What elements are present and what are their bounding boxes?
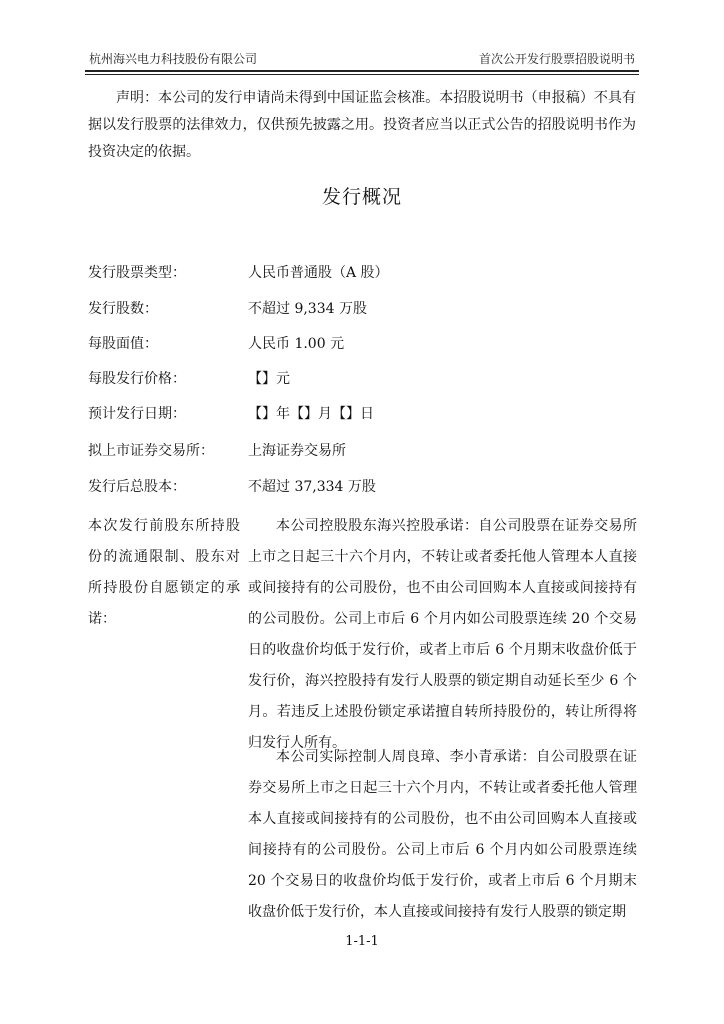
- lock-up-label: 本次发行前股东所持股份的流通限制、股东对所持股份自愿锁定的承诺：: [88, 518, 240, 627]
- page-header: [85, 46, 639, 68]
- header-rule-thin: [85, 74, 639, 75]
- header-document-title: 首次公开发行股票招股说明书: [478, 52, 635, 66]
- header-company-name: 杭州海兴电力科技股份有限公司: [89, 52, 258, 66]
- lock-up-paragraph-actual-controller: 本公司实际控制人周良璋、李小青承诺：自公司股票在证券交易所上市之日起三十六个月内，不转让或者委托他人管理本人直接或间接持有的公司股份，也不由公司回购本人直接或间接持有的公司股份。公司上市后 6 个月内如公司股票连续 20 个交易日的收盘价均低于发行价，或者上市后 6 个月期末收盘价低于发行价，本人直接或间接持有发行人股票的锁定期: [248, 749, 637, 920]
- overview-value-stock-type: 人民币普通股（A 股）: [248, 265, 389, 281]
- page-number: 1-1-1: [345, 934, 379, 949]
- overview-label-issue-date: 预计发行日期：: [88, 406, 186, 422]
- overview-value-exchange: 上海证券交易所: [248, 443, 346, 459]
- overview-label-par-value: 每股面值：: [88, 336, 158, 352]
- overview-value-par-value: 人民币 1.00 元: [248, 336, 345, 352]
- header-rule-thick: [85, 70, 639, 72]
- overview-label-share-count: 发行股数：: [88, 301, 158, 317]
- overview-value-issue-date: 【】年【】月【】日: [248, 406, 374, 422]
- overview-label-issue-price: 每股发行价格：: [88, 371, 186, 387]
- overview-value-issue-price: 【】元: [248, 371, 290, 387]
- overview-label-exchange: 拟上市证券交易所：: [88, 443, 214, 459]
- lock-up-paragraph-controlling-shareholder: 本公司控股股东海兴控股承诺：自公司股票在证券交易所上市之日起三十六个月内，不转让或者委托他人管理本人直接或间接持有的公司股份，也不由公司回购本人直接或间接持有的公司股份。公司上市后 6 个月内如公司股票连续 20 个交易日的收盘价均低于发行价，或者上市后 6 个月期末收盘价低于发行价，海兴控股持有发行人股票的锁定期自动延长至少 6 个月。若违反上述股份锁定承诺擅自转所持股份的，转让所得将归发行人所有。: [248, 518, 637, 751]
- overview-label-total-shares: 发行后总股本：: [88, 479, 186, 495]
- overview-value-share-count: 不超过 9,334 万股: [248, 301, 367, 317]
- overview-value-total-shares: 不超过 37,334 万股: [248, 479, 376, 495]
- overview-label-stock-type: 发行股票类型：: [88, 265, 186, 281]
- section-title: 发行概况: [321, 186, 402, 208]
- declaration-paragraph: 声明：本公司的发行申请尚未得到中国证监会核准。本招股说明书（申报稿）不具有据以发行股票的法律效力，仅供预先披露之用。投资者应当以正式公告的招股说明书作为投资决定的依据。: [88, 90, 636, 160]
